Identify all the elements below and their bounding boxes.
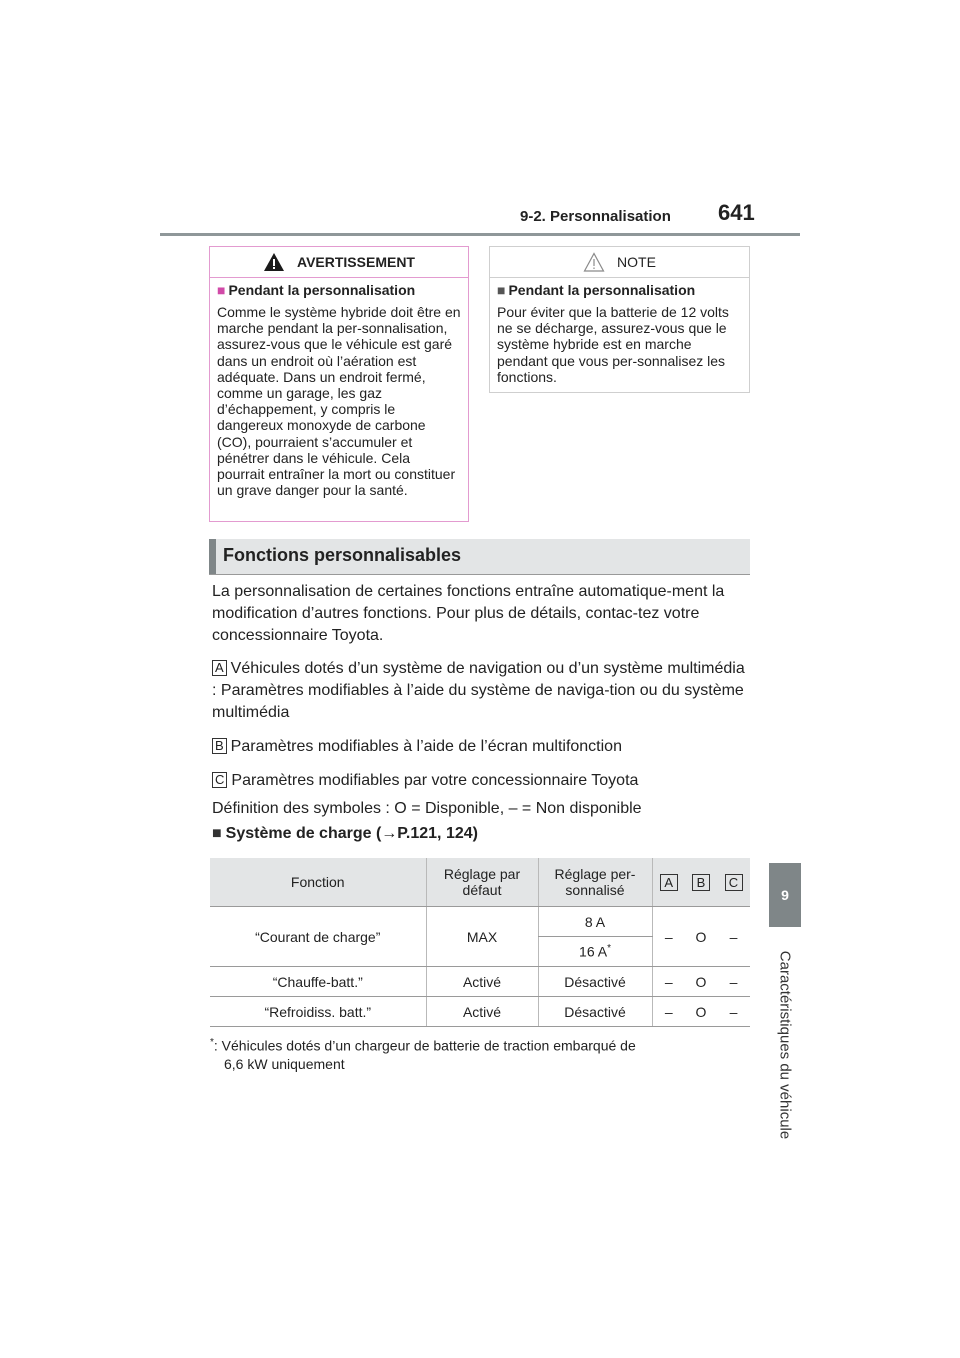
header-c: C (717, 858, 750, 907)
cell-function: “Courant de charge” (210, 907, 426, 967)
warning-triangle-icon (263, 252, 285, 272)
note-subtitle: ■ Pendant la personnalisation (497, 282, 696, 298)
section-heading-text: Fonctions personnalisables (223, 545, 462, 565)
warning-body: Comme le système hybride doit être en marche pendant la per-sonnalisation, assurez-vous que le véhicule est garé dans un endroit où l’aération est adéquate. Dans un endroit fermé, comme un garage, les gaz d’échappement, y compris le dangereux monoxyde de carbone (CO), pourraient s’accumuler et pénétrer dans le véhicule. Cela pourrait entraîner la mort ou constituer un grave danger pour la santé. (217, 304, 461, 499)
note-title: NOTE (617, 254, 656, 270)
square-bullet-icon: ■ (497, 282, 506, 298)
section-title: 9-2. Personnalisation (520, 208, 671, 225)
header-rule (160, 233, 800, 236)
table-row (210, 967, 750, 997)
heading-accent-bar (209, 539, 216, 574)
cell-a: – (652, 907, 685, 967)
cell-b: O (685, 997, 717, 1027)
page-number: 641 (718, 200, 755, 225)
cell-b: O (685, 967, 717, 997)
legend-label-c: C (212, 772, 227, 788)
warning-box (209, 246, 469, 522)
header-function: Fonction (210, 858, 426, 907)
warning-title: AVERTISSEMENT (297, 254, 415, 270)
legend-label-a: A (212, 660, 227, 676)
table-footnote: *: Véhicules dotés d’un chargeur de batterie de traction embarqué de 6,6 kW uniquement (210, 1037, 636, 1072)
cell-c: – (717, 967, 750, 997)
table-row (210, 907, 750, 937)
legend-item-c: C Paramètres modifiables par votre concessionnaire Toyota (212, 770, 752, 792)
warning-subtitle: ■ Pendant la personnalisation (217, 282, 416, 298)
cell-function: “Refroidiss. batt.” (210, 997, 426, 1027)
note-header (490, 247, 749, 278)
cell-default: Activé (426, 967, 538, 997)
table-header-row (210, 858, 750, 907)
header-a: A (652, 858, 685, 907)
cell-function: “Chauffe-batt.” (210, 967, 426, 997)
caution-triangle-icon (583, 252, 605, 272)
chapter-label (770, 940, 800, 1150)
note-box (489, 246, 750, 393)
legend-item-a: A Véhicules dotés d’un système de navigation ou d’un système multimédia : Paramètres modifiables à l’aide du système de naviga-tion ou du système multimédia (212, 660, 745, 721)
cell-c: – (717, 907, 750, 967)
intro-paragraph: La personnalisation de certaines fonctions entraîne automatique-ment la modification d’autres fonctions. Pour plus de détails, contac-tez votre concessionnaire Toyota. (212, 583, 725, 644)
header-default: Réglage par défaut (426, 858, 538, 907)
warning-header (210, 247, 468, 278)
settings-table (210, 858, 750, 1027)
footnote-marker: * (607, 943, 611, 955)
legend-label-b: B (212, 738, 227, 754)
note-body: Pour éviter que la batterie de 12 volts ne se décharge, assurez-vous que le système hybride est en marche pendant que vous per-sonnalisez les fonctions. (497, 304, 729, 385)
header-custom: Réglage per-sonnalisé (538, 858, 652, 907)
cell-a: – (652, 997, 685, 1027)
header-b: B (685, 858, 717, 907)
cell-custom: Désactivé (538, 997, 652, 1027)
legend-item-b: B Paramètres modifiables à l’aide de l’écran multifonction (212, 736, 752, 758)
square-bullet-icon: ■ (217, 282, 226, 298)
chapter-tab (769, 863, 801, 927)
cell-custom: 8 A (538, 907, 652, 937)
subsection-heading: ■ Système de charge (→P.121, 124) (212, 825, 478, 842)
chapter-label-text: Caractéristiques du véhicule (776, 950, 794, 1140)
table-row (210, 997, 750, 1027)
symbols-definition: Définition des symboles : O = Disponible, – = Non disponible (212, 800, 642, 817)
cell-c: – (717, 997, 750, 1027)
cell-default: MAX (426, 907, 538, 967)
cell-b: O (685, 907, 717, 967)
section-heading (209, 539, 750, 575)
cell-a: – (652, 967, 685, 997)
cell-default: Activé (426, 997, 538, 1027)
square-bullet-icon: ■ (212, 825, 222, 842)
cell-custom: 16 A* (538, 937, 652, 967)
cell-custom: Désactivé (538, 967, 652, 997)
chapter-number: 9 (781, 887, 789, 903)
